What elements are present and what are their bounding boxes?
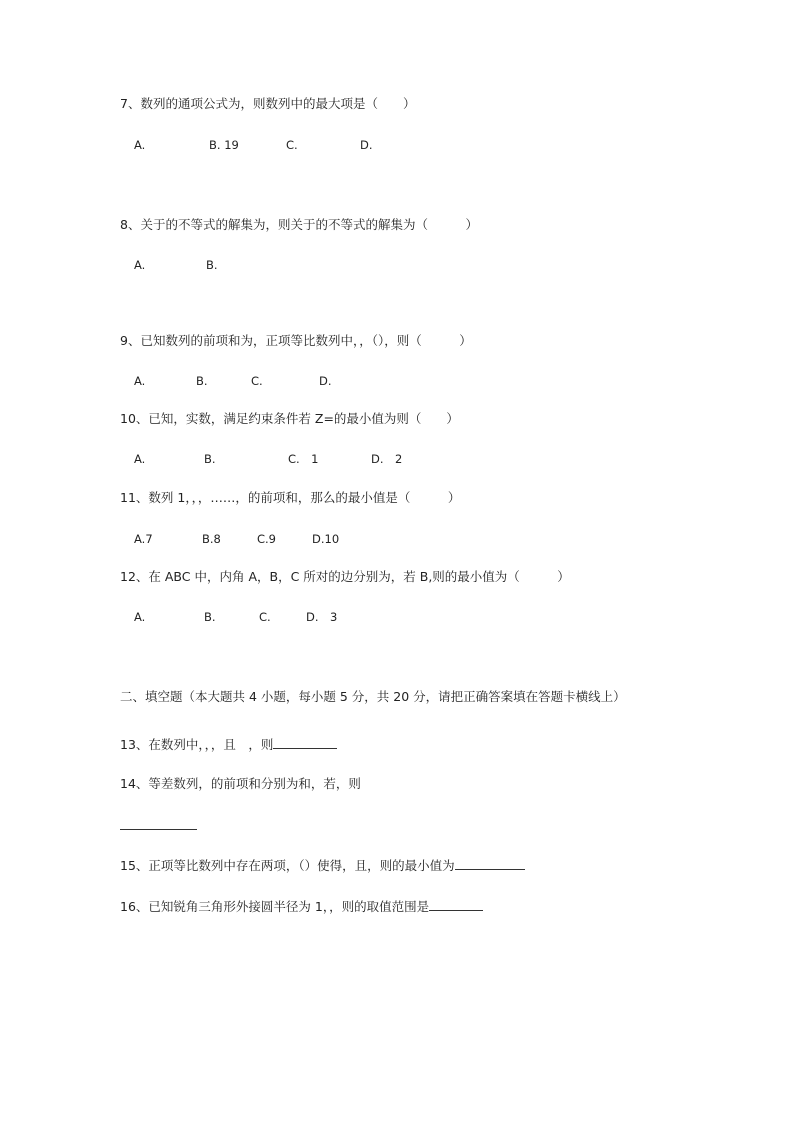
- question-14: 14、等差数列，的前项和分别为和，若，则: [120, 776, 361, 791]
- option-c: C.9: [257, 532, 277, 546]
- option-a: A.: [134, 610, 146, 624]
- option-b: B.: [196, 374, 208, 388]
- option-a: A.: [134, 452, 146, 466]
- option-c: C.: [286, 138, 298, 152]
- option-b: B.: [204, 452, 216, 466]
- question-11: 11、数列 1，，，……，的前项和，那么的最小值是（ ）: [120, 490, 461, 505]
- option-a: A.: [134, 138, 146, 152]
- option-c: C.: [251, 374, 263, 388]
- answer-blank[interactable]: [429, 897, 483, 911]
- option-b: B. 19: [209, 138, 239, 152]
- question-13-text: 13、在数列中，，，且 ，则: [120, 737, 274, 752]
- question-15: [120, 856, 525, 875]
- option-a: A.7: [134, 532, 153, 546]
- option-b: B.8: [202, 532, 221, 546]
- option-d: D. 2: [371, 452, 403, 466]
- option-d: D.: [360, 138, 373, 152]
- question-12: 12、在 ABC 中，内角 A，B，C 所对的边分别为，若 B,则的最小值为（ ）: [120, 569, 570, 584]
- question-16-text: 16、已知锐角三角形外接圆半径为 1，，则的取值范围是: [120, 899, 430, 914]
- question-8: 8、关于的不等式的解集为，则关于的不等式的解集为（ ）: [120, 217, 478, 232]
- question-13: [120, 735, 337, 754]
- question-7: 7、数列的通项公式为，则数列中的最大项是（ ）: [120, 96, 416, 111]
- option-c: C. 1: [288, 452, 319, 466]
- option-d: D.10: [312, 532, 340, 546]
- answer-blank[interactable]: [455, 856, 525, 870]
- question-16: [120, 897, 483, 916]
- section-title: 二、填空题（本大题共 4 小题，每小题 5 分，共 20 分，请把正确答案填在答题卡横线上）: [120, 689, 626, 704]
- option-b: B.: [204, 610, 216, 624]
- option-a: A.: [134, 374, 146, 388]
- option-a: A.: [134, 258, 146, 272]
- question-10: 10、已知，实数，满足约束条件若 Z=的最小值为则（ ）: [120, 411, 459, 426]
- option-c: C.: [259, 610, 271, 624]
- answer-blank[interactable]: [120, 828, 197, 830]
- answer-blank[interactable]: [273, 735, 337, 749]
- question-15-text: 15、正项等比数列中存在两项，（）使得，且，则的最小值为: [120, 858, 455, 873]
- option-b: B.: [206, 258, 218, 272]
- option-d: D.: [319, 374, 332, 388]
- option-d: D. 3: [306, 610, 338, 624]
- question-9: 9、已知数列的前项和为，正项等比数列中，，（），则（ ）: [120, 333, 472, 348]
